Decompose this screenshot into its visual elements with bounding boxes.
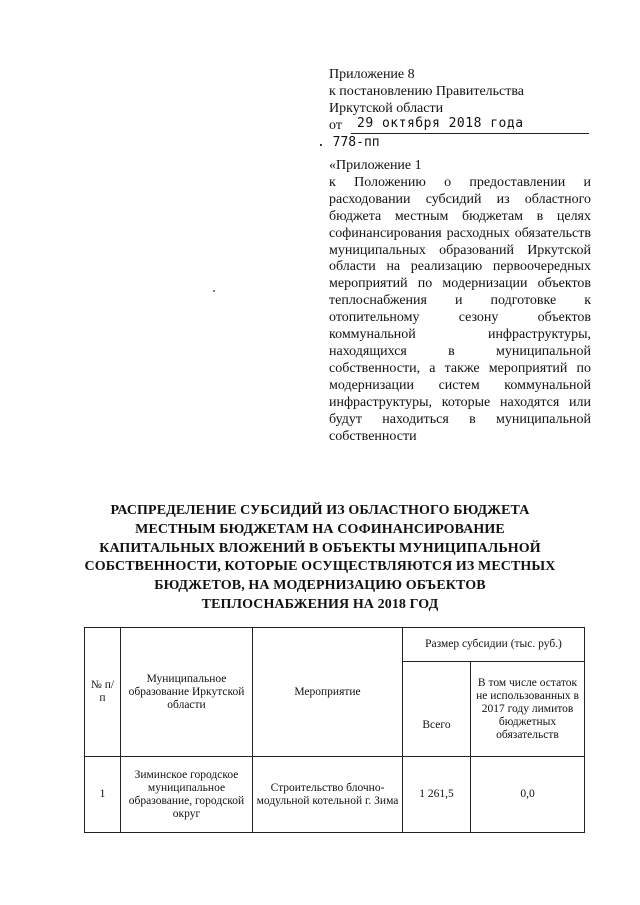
header-municipality: Муниципальное образование Иркутской области <box>121 628 253 757</box>
table-row <box>85 757 585 833</box>
table-header-row <box>85 628 585 662</box>
cell-municipality: Зиминское городское муниципальное образование, городской округ <box>121 757 253 833</box>
appendix-note-title: «Приложение 1 <box>329 158 422 173</box>
header-incl-remainder: В том числе остаток не использованных в 2017 году лимитов бюджетных обязательств <box>471 662 585 757</box>
header-number: № п/п <box>85 628 121 757</box>
decree-number-row <box>317 134 591 151</box>
scan-speck <box>213 290 215 292</box>
cell-number: 1 <box>85 757 121 833</box>
annex-reference <box>317 66 591 151</box>
decree-date: 29 октября 2018 года <box>357 116 524 131</box>
subsidy-table <box>84 627 585 833</box>
appendix-note-text: к Положению о предоставлении и расходовании субсидий из областного бюджета местным бюджетам в целях софинансирования расходных обязательств муниципальных образований Иркутской области на реализацию первоочередных мероприятий по модернизации объектов теплоснабжения и подготовке к отопительному сезону объектов коммунальной инфраструктуры, находящихся в муниципальной собственности, а также мероприятий по модернизации систем коммунальной инфраструктуры, которые находятся или будут находиться в муниципальной собственности <box>329 174 591 444</box>
document-title: РАСПРЕДЕЛЕНИЕ СУБСИДИЙ ИЗ ОБЛАСТНОГО БЮДЖЕТА МЕСТНЫМ БЮДЖЕТАМ НА СОФИНАНСИРОВАНИЕ КАПИТАЛЬНЫХ ВЛОЖЕНИЙ В ОБЪЕКТЫ МУНИЦИПАЛЬНОЙ СОБСТВЕННОСТИ, КОТОРЫЕ ОСУЩЕСТВЛЯЮТСЯ ИЗ МЕСТНЫХ БЮДЖЕТОВ, НА МОДЕРНИЗАЦИЮ ОБЪЕКТОВ ТЕПЛОСНАБЖЕНИЯ НА 2018 ГОД <box>84 503 556 612</box>
decree-number-dot: . <box>317 135 325 150</box>
header-subsidy-size: Размер субсидии (тыс. руб.) <box>403 628 585 662</box>
annex-decree-reference: к постановлению Правительства <box>329 84 525 99</box>
header-total: Всего <box>403 662 471 757</box>
annex-date-row <box>329 117 591 134</box>
annex-authority: Иркутской области <box>329 101 444 116</box>
cell-event: Строительство блочно-модульной котельной г. Зима <box>253 757 403 833</box>
decree-number: 778-пп <box>332 135 380 150</box>
header-event: Мероприятие <box>253 628 403 757</box>
date-prefix: от <box>329 118 342 133</box>
cell-total: 1 261,5 <box>403 757 471 833</box>
appendix-note <box>329 158 591 445</box>
annex-number: Приложение 8 <box>329 67 415 82</box>
cell-incl-remainder: 0,0 <box>471 757 585 833</box>
